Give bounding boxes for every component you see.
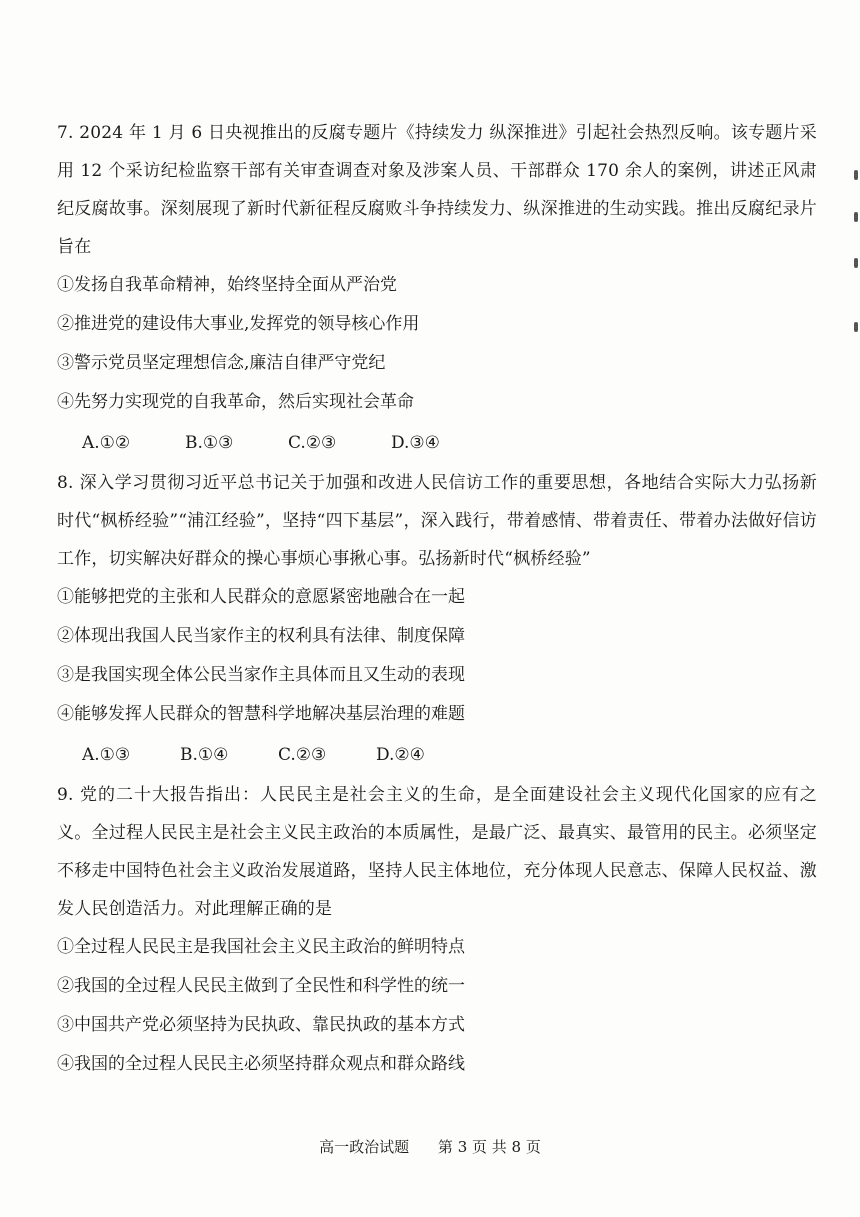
question-8-choice-a: A.①③ bbox=[82, 745, 131, 765]
question-9 bbox=[57, 776, 817, 1084]
scan-edge-mark bbox=[854, 212, 858, 222]
question-7-stem: 7. 2024 年 1 月 6 日央视推出的反腐专题片《持续发力 纵深推进》引起社会热烈反响。该专题片采用 12 个采访纪检监察干部有关审查调查对象及涉案人员、干部群众 170 余人的案例，讲述正风肃纪反腐故事。深刻展现了新时代新征程反腐败斗争持续发力、纵深推进的生动实践。推出反腐纪录片旨在 bbox=[57, 123, 817, 257]
question-8-choice-d: D.②④ bbox=[376, 745, 425, 765]
question-8-choice-c: C.②③ bbox=[278, 745, 327, 765]
question-8-option-1: ①能够把党的主张和人民群众的意愿紧密地融合在一起 bbox=[57, 587, 465, 607]
question-7-option-1: ①发扬自我革命精神，始终坚持全面从严治党 bbox=[57, 275, 397, 295]
question-7-option-2: ②推进党的建设伟大事业,发挥党的领导核心作用 bbox=[57, 314, 420, 334]
question-7-choice-b: B.①③ bbox=[185, 433, 234, 453]
question-9-option-2: ②我国的全过程人民民主做到了全民性和科学性的统一 bbox=[57, 976, 465, 996]
question-8 bbox=[57, 464, 817, 776]
question-8-option-4: ④能够发挥人民群众的智慧科学地解决基层治理的难题 bbox=[57, 704, 465, 724]
question-9-option-1: ①全过程人民民主是我国社会主义民主政治的鲜明特点 bbox=[57, 937, 465, 957]
page-content bbox=[57, 114, 817, 1084]
question-8-choice-b: B.①④ bbox=[180, 745, 229, 765]
question-7-choice-a: A.①② bbox=[82, 433, 131, 453]
question-8-option-2: ②体现出我国人民当家作主的权利具有法律、制度保障 bbox=[57, 626, 465, 646]
question-9-option-3: ③中国共产党必须坚持为民执政、靠民执政的基本方式 bbox=[57, 1015, 465, 1035]
question-7-choice-d: D.③④ bbox=[391, 433, 440, 453]
scan-edge-mark bbox=[854, 258, 858, 268]
scan-edge-mark bbox=[854, 170, 858, 180]
question-7 bbox=[57, 114, 817, 464]
question-8-stem: 8. 深入学习贯彻习近平总书记关于加强和改进人民信访工作的重要思想，各地结合实际大力弘扬新时代“枫桥经验”“浦江经验”，坚持“四下基层”，深入践行，带着感情、带着责任、带着办法做好信访工作，切实解决好群众的操心事烦心事揪心事。弘扬新时代“枫桥经验” bbox=[57, 473, 817, 569]
page-footer bbox=[0, 1136, 860, 1157]
footer-page-number: 第 3 页 共 8 页 bbox=[437, 1138, 541, 1156]
question-7-option-3: ③警示党员坚定理想信念,廉洁自律严守党纪 bbox=[57, 353, 386, 373]
question-8-option-3: ③是我国实现全体公民当家作主具体而且又生动的表现 bbox=[57, 665, 465, 685]
scan-edge-mark bbox=[854, 322, 858, 332]
question-7-choice-c: C.②③ bbox=[288, 433, 337, 453]
footer-subject: 高一政治试题 bbox=[319, 1138, 410, 1156]
question-7-answer-choices bbox=[82, 422, 817, 464]
question-8-answer-choices bbox=[82, 734, 817, 776]
question-7-option-4: ④先努力实现党的自我革命，然后实现社会革命 bbox=[57, 392, 414, 412]
question-9-stem: 9. 党的二十大报告指出：人民民主是社会主义的生命，是全面建设社会主义现代化国家的应有之义。全过程人民民主是社会主义民主政治的本质属性，是最广泛、最真实、最管用的民主。必须坚定不移走中国特色社会主义政治发展道路，坚持人民主体地位，充分体现人民意志、保障人民权益、激发人民创造活力。对此理解正确的是 bbox=[57, 785, 817, 919]
question-9-option-4: ④我国的全过程人民民主必须坚持群众观点和群众路线 bbox=[57, 1054, 465, 1074]
